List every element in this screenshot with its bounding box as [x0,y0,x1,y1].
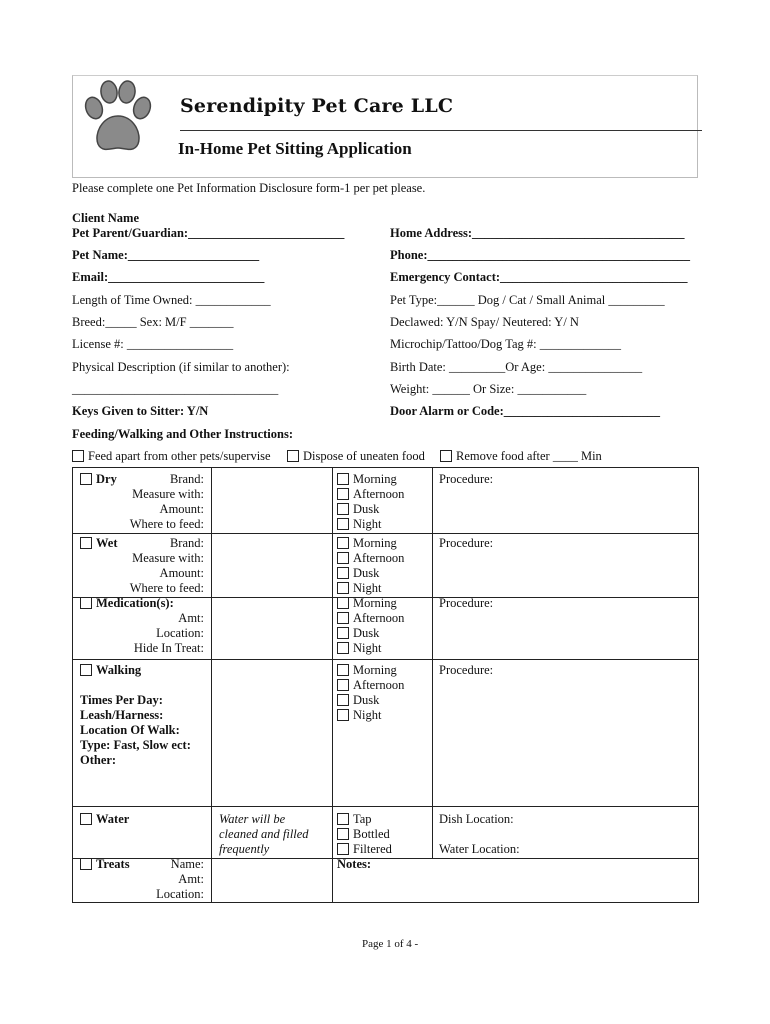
guardian-field[interactable]: Pet Parent/Guardian:_________________________ [72,226,345,240]
length-owned-field[interactable]: Length of Time Owned: ____________ [72,293,271,307]
walk-location-label: Location Of Walk: [80,723,180,737]
water-note-3: frequently [219,842,270,856]
water-location-label: Water Location: [439,842,520,856]
walk-other-label: Other: [80,753,117,767]
intro-text: Please complete one Pet Information Disclosure form-1 per pet please. [72,181,426,195]
dry-night[interactable]: Night [337,517,381,532]
walk-night[interactable]: Night [337,708,381,723]
med-dusk[interactable]: Dusk [337,626,379,641]
water-tap[interactable]: Tap [337,812,372,827]
feed-apart-option[interactable]: Feed apart from other pets/supervise [72,449,271,464]
checkbox[interactable] [72,450,84,462]
checkbox[interactable] [80,537,92,549]
application-title: In-Home Pet Sitting Application [178,139,412,158]
email-field[interactable]: Email:_________________________ [72,270,265,284]
dry-dusk[interactable]: Dusk [337,502,379,517]
wet-brand-label: Brand: [169,536,204,550]
page-number: Page 1 of 4 - [362,938,419,950]
declawed-field[interactable]: Declawed: Y/N Spay/ Neutered: Y/ N [390,315,579,329]
med-location-label: Location: [156,626,204,640]
emergency-contact-field[interactable]: Emergency Contact:______________________________ [390,270,688,284]
walk-procedure-label: Procedure: [439,663,494,677]
birth-date-field[interactable]: Birth Date: _________Or Age: _______________ [390,360,643,374]
checkbox[interactable] [80,597,92,609]
physical-description-label: Physical Description (if similar to another): [72,360,290,374]
wet-afternoon[interactable]: Afternoon [337,551,404,566]
checkbox[interactable] [80,858,92,870]
phone-field[interactable]: Phone:__________________________________________ [390,248,690,262]
home-address-field[interactable]: Home Address:__________________________________ [390,226,685,240]
feeding-heading: Feeding/Walking and Other Instructions: [72,427,293,441]
remove-food-option[interactable]: Remove food after ____ Min [440,449,602,464]
treats-amt-label: Amt: [178,872,204,886]
wet-procedure-label: Procedure: [439,536,494,550]
door-alarm-field[interactable]: Door Alarm or Code:_________________________ [390,404,661,418]
treats-location-label: Location: [156,887,204,901]
water-option[interactable]: Water [80,812,129,827]
med-morning[interactable]: Morning [337,596,397,611]
dry-brand-label: Brand: [169,472,204,486]
medication-option[interactable]: Medication(s): [80,596,174,611]
wet-morning[interactable]: Morning [337,536,397,551]
breed-sex-field[interactable]: Breed:_____ Sex: M/F _______ [72,315,234,329]
pet-type-field[interactable]: Pet Type:______ Dog / Cat / Small Animal _________ [390,293,665,307]
walk-afternoon[interactable]: Afternoon [337,678,404,693]
med-procedure-label: Procedure: [439,596,494,610]
dry-afternoon[interactable]: Afternoon [337,487,404,502]
walking-option[interactable]: Walking [80,663,141,678]
med-night[interactable]: Night [337,641,381,656]
checkbox[interactable] [80,664,92,676]
wet-night[interactable]: Night [337,581,381,596]
wet-dusk[interactable]: Dusk [337,566,379,581]
walk-leash-label: Leash/Harness: [80,708,164,722]
wet-where-label: Where to feed: [129,581,204,595]
header-divider [180,130,702,131]
treats-option[interactable]: Treats [80,857,130,872]
dry-measure-label: Measure with: [132,487,204,501]
keys-field[interactable]: Keys Given to Sitter: Y/N [72,404,209,418]
dry-amount-label: Amount: [159,502,204,516]
checkbox[interactable] [80,473,92,485]
walk-type-label: Type: Fast, Slow ect: [80,738,191,752]
notes-label: Notes: [337,857,372,871]
dispose-food-option[interactable]: Dispose of uneaten food [287,449,425,464]
client-name-label: Client Name [72,211,139,225]
wet-amount-label: Amount: [159,566,204,580]
pet-name-field[interactable]: Pet Name:_____________________ [72,248,260,262]
paw-print-icon [80,78,156,158]
dish-location-label: Dish Location: [439,812,514,826]
license-field[interactable]: License #: _________________ [72,337,234,351]
med-amt-label: Amt: [178,611,204,625]
dry-option[interactable]: Dry [80,472,117,487]
company-name: Serendipity Pet Care LLC [180,95,454,117]
weight-field[interactable]: Weight: ______ Or Size: ___________ [390,382,587,396]
header-box [72,75,698,178]
checkbox[interactable] [440,450,452,462]
walk-times-label: Times Per Day: [80,693,163,707]
physical-description-line[interactable]: _________________________________ [72,382,279,396]
dry-procedure-label: Procedure: [439,472,494,486]
med-afternoon[interactable]: Afternoon [337,611,404,626]
checkbox[interactable] [287,450,299,462]
dry-morning[interactable]: Morning [337,472,397,487]
wet-measure-label: Measure with: [132,551,204,565]
microchip-field[interactable]: Microchip/Tattoo/Dog Tag #: _____________ [390,337,621,351]
water-note-2: cleaned and filled [219,827,309,841]
water-filtered[interactable]: Filtered [337,842,392,857]
walk-morning[interactable]: Morning [337,663,397,678]
water-bottled[interactable]: Bottled [337,827,390,842]
checkbox[interactable] [80,813,92,825]
water-note-1: Water will be [219,812,286,826]
med-hide-label: Hide In Treat: [133,641,204,655]
treats-name-label: Name: [170,857,204,871]
walk-dusk[interactable]: Dusk [337,693,379,708]
dry-where-label: Where to feed: [129,517,204,531]
wet-option[interactable]: Wet [80,536,118,551]
